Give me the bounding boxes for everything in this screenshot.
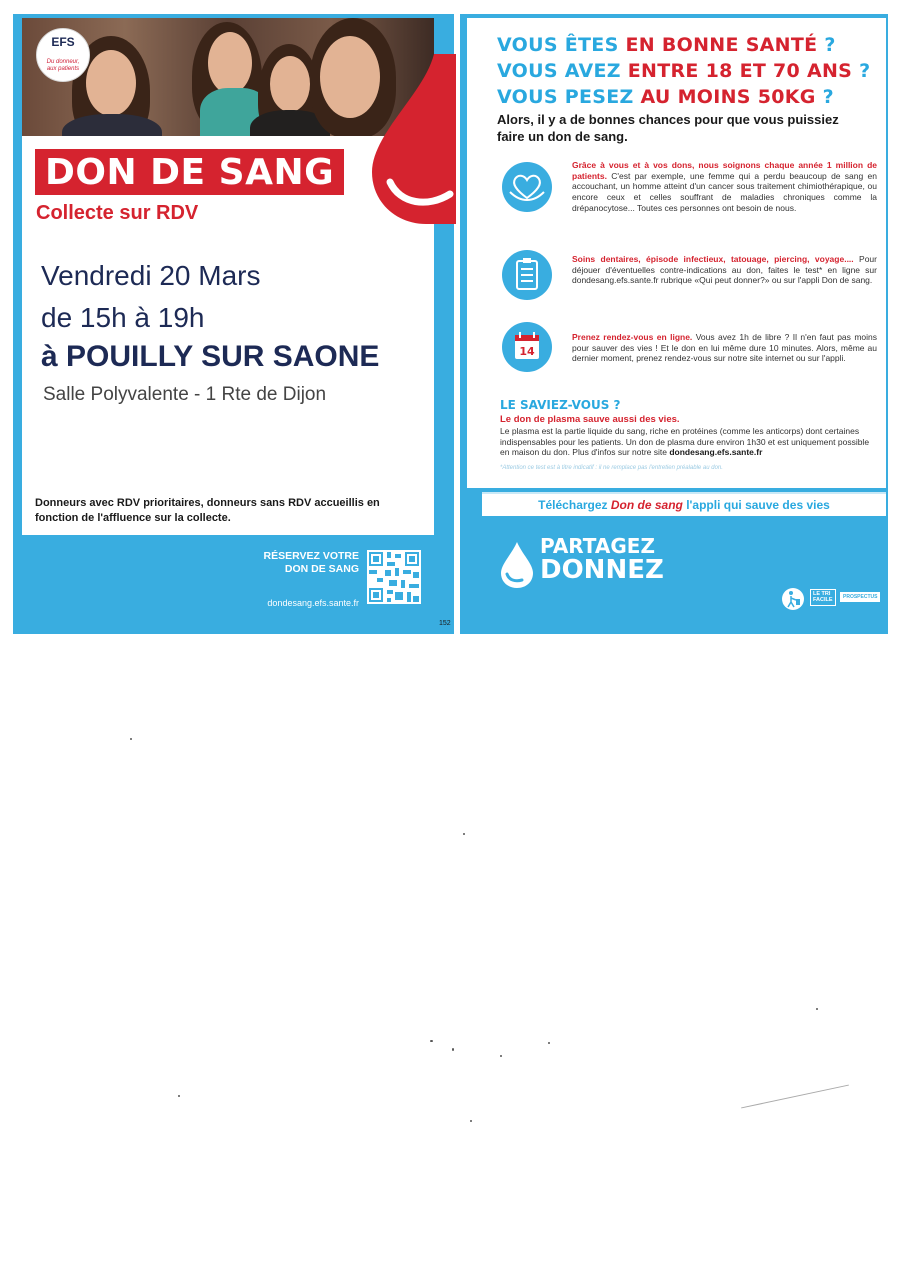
app-name: Don de sang xyxy=(610,498,683,512)
did-you-know-subtitle: Le don de plasma sauve aussi des vies. xyxy=(500,414,680,425)
slogan xyxy=(540,536,664,584)
question-age-suffix: ? xyxy=(852,60,871,82)
test-disclaimer: *Attention ce test est à titre indicatif : il ne remplace pas l'entretien préalable au don. xyxy=(500,465,723,471)
event-time: de 15h à 19h xyxy=(41,302,205,333)
contraindications-body: Pour déjouer d'éventuelles contre-indications au don, faites le test* en ligne sur dondesang.efs.sante.fr rubrique «Qui peut donner?» ou sur l'appli Don de sang. xyxy=(572,254,877,286)
recycling-person-icon xyxy=(782,588,804,610)
question-age-highlight: ENTRE 18 ET 70 ANS xyxy=(627,60,853,82)
question-weight-prefix: VOUS PESEZ xyxy=(497,86,641,108)
scan-streak xyxy=(741,1085,849,1109)
scan-speck xyxy=(130,738,132,740)
heart-hands-icon xyxy=(502,162,552,212)
patients-info xyxy=(572,160,877,213)
recycling-label xyxy=(810,589,836,606)
reserve-callout xyxy=(233,550,359,576)
slogan-drop-icon xyxy=(498,540,536,590)
left-flyer xyxy=(13,14,454,634)
question-age xyxy=(497,60,870,82)
recycling-tag: PROSPECTUS xyxy=(840,592,880,602)
app-download-text xyxy=(538,498,830,512)
question-weight xyxy=(497,86,834,108)
did-you-know-title: LE SAVIEZ-VOUS ? xyxy=(500,398,621,412)
recycling-badge xyxy=(782,588,882,610)
efs-logo-tagline: Du donneur, aux patients xyxy=(46,59,80,72)
efs-logo-text: EFS xyxy=(51,35,75,49)
blood-drop-icon xyxy=(364,54,456,224)
photo-face xyxy=(270,56,310,112)
question-weight-suffix: ? xyxy=(815,86,834,108)
photo-face xyxy=(86,50,136,116)
checklist-icon xyxy=(502,250,552,300)
patients-info-lead: Grâce à vous et à vos dons, nous soignons chaque année 1 million de patients. xyxy=(572,160,877,181)
event-location: à POUILLY SUR SAONE xyxy=(41,340,380,373)
efs-logo xyxy=(36,28,90,82)
calendar-icon xyxy=(502,322,552,372)
question-weight-highlight: AU MOINS 50KG xyxy=(640,86,816,108)
scan-speck xyxy=(548,1042,550,1044)
patients-info-body: C'est par exemple, une femme qui a perdu beaucoup de sang en accouchant, un homme atteint d'un cancer sous traitement chimiothérapique, ou encore ceux et celles souffrant de maladies chroniques comme la drépanocytose... Toutes ces personnes ont besoin de nous. xyxy=(572,170,877,213)
question-health-highlight: EN BONNE SANTÉ xyxy=(625,34,818,56)
scan-speck xyxy=(816,1008,818,1010)
appointment-lead: Prenez rendez-vous en ligne. xyxy=(572,332,693,342)
scan-speck xyxy=(470,1120,472,1122)
question-health-prefix: VOUS ÊTES xyxy=(497,34,626,56)
scan-speck xyxy=(500,1055,502,1057)
reserve-line-2: DON DE SANG xyxy=(284,563,359,576)
right-flyer xyxy=(460,14,888,634)
slogan-line-1: PARTAGEZ xyxy=(540,534,655,558)
scan-speck xyxy=(452,1048,454,1051)
question-health xyxy=(497,34,836,56)
contraindications-info xyxy=(572,254,877,286)
intro-text: Alors, il y a de bonnes chances pour que vous puissiez faire un don de sang. xyxy=(497,112,839,144)
plasma-info-text: Le plasma est la partie liquide du sang, riche en protéines (comme les anticorps) dont certaines indispensables pour les patients. Un don de plasma dure environ 1h30 et est uniquement possible en maison du don. Plus d'infos sur notre site xyxy=(500,426,870,458)
scan-speck xyxy=(178,1095,180,1097)
slogan-line-2: DONNEZ xyxy=(540,555,664,585)
qr-code-icon[interactable] xyxy=(367,550,421,604)
scan-speck xyxy=(430,1040,433,1042)
title-banner xyxy=(35,149,344,195)
plasma-info-link[interactable]: dondesang.efs.sante.fr xyxy=(669,447,763,458)
recycling-label-line-2: FACILE xyxy=(813,597,833,604)
appointment-body: Vous avez 1h de libre ? Il n'en faut pas moins pour sauver des vies ! Et le don en lui même dure 10 minutes. Alors, même au dernier moment, prenez rendez-vous sur notre site internet ou sur l'appli. xyxy=(572,332,877,364)
photo-face xyxy=(208,32,252,94)
flyer-subtitle: Collecte sur RDV xyxy=(36,202,199,224)
page-number: 152 xyxy=(439,620,451,627)
scan-speck xyxy=(463,833,465,835)
reserve-line-1: RÉSERVEZ VOTRE xyxy=(263,550,359,562)
calendar-day: 14 xyxy=(519,345,535,358)
event-date: Vendredi 20 Mars xyxy=(41,260,261,291)
did-you-know-body xyxy=(500,426,870,458)
event-venue: Salle Polyvalente - 1 Rte de Dijon xyxy=(43,384,327,405)
app-download-suffix: l'appli qui sauve des vies xyxy=(682,498,830,512)
flyer-title: DON DE SANG xyxy=(45,152,335,193)
app-download-prefix: Téléchargez xyxy=(538,498,611,512)
recycling-label-line-1: LE TRI xyxy=(813,591,831,597)
contraindications-lead: Soins dentaires, épisode infectieux, tatouage, piercing, voyage.... xyxy=(572,254,854,264)
efs-website-link[interactable]: dondesang.efs.sante.fr xyxy=(267,598,359,608)
app-download-bar[interactable] xyxy=(482,492,886,516)
question-age-prefix: VOUS AVEZ xyxy=(497,60,628,82)
question-health-suffix: ? xyxy=(817,34,836,56)
priority-note: Donneurs avec RDV prioritaires, donneurs sans RDV accueillis en fonction de l'affluence sur la collecte. xyxy=(35,497,380,524)
appointment-info xyxy=(572,332,877,364)
